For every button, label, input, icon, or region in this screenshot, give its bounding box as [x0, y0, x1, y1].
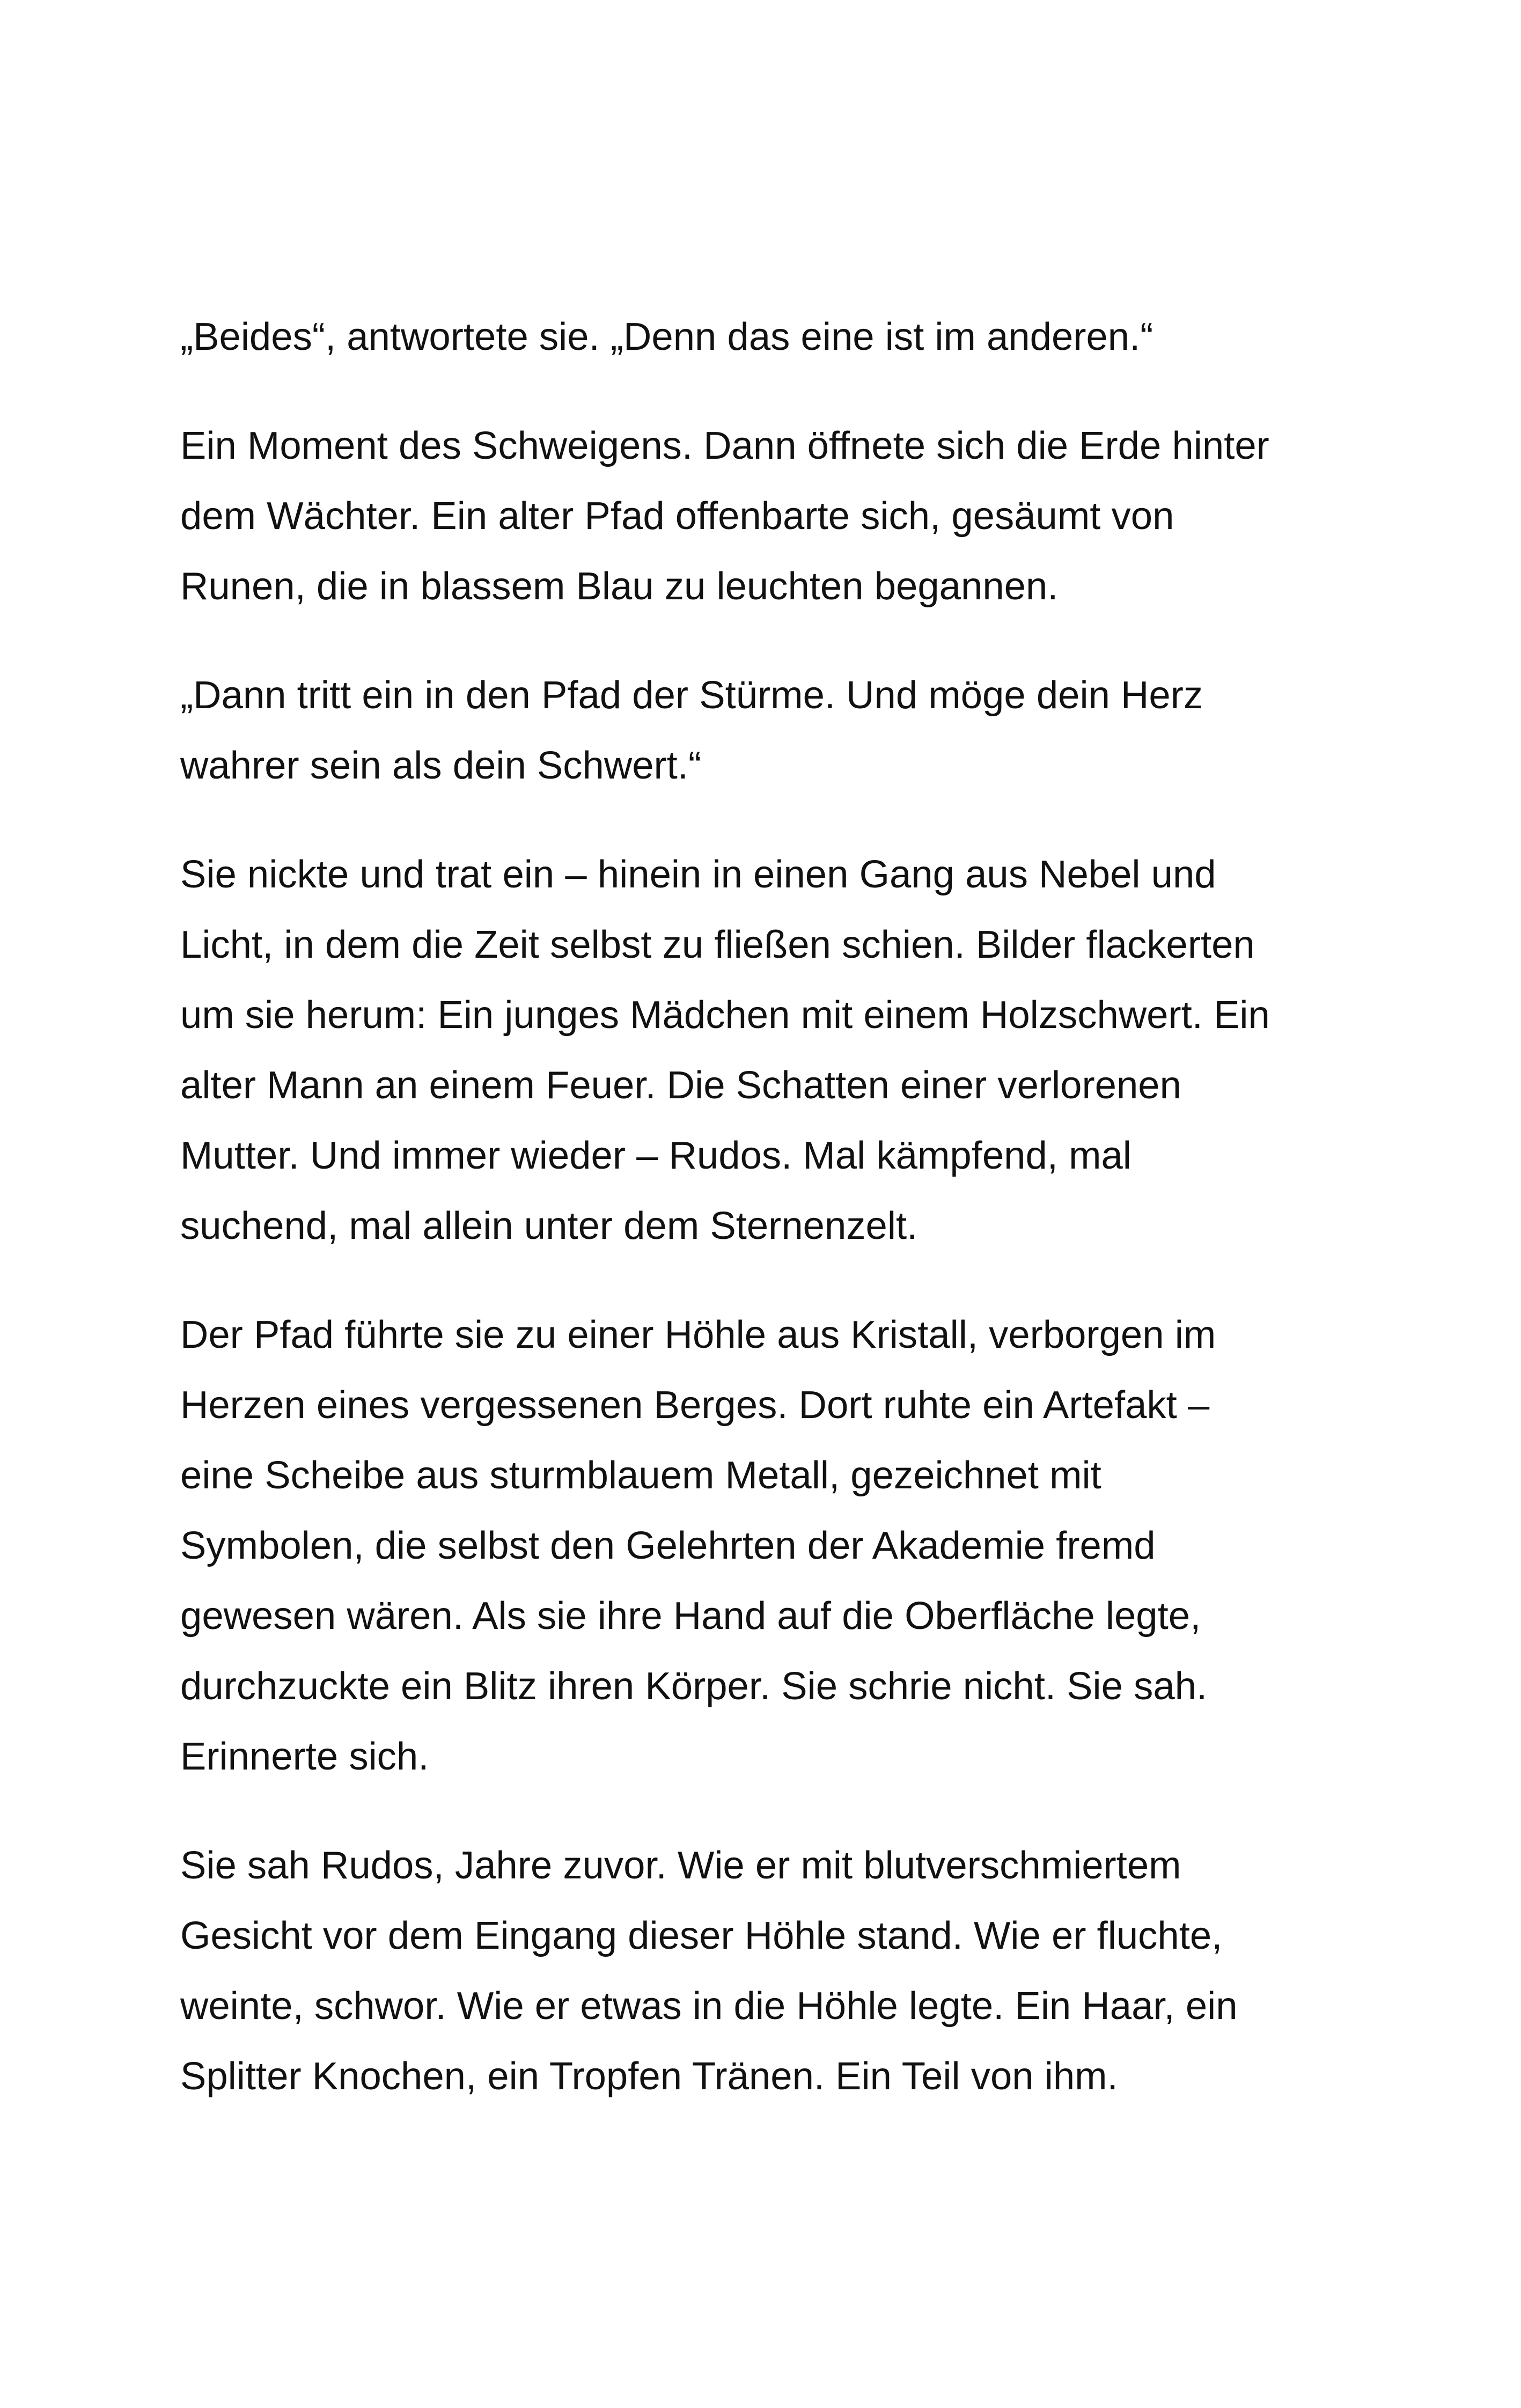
paragraph: Ein Moment des Schweigens. Dann öffnete sich die Erde hinter dem Wächter. Ein alter Pfad offenbarte sich, gesäumt von Runen, die in blassem Blau zu leuchten begannen.: [180, 424, 1269, 608]
body-text: [180, 302, 1350, 2150]
paragraph: „Beides“, antwortete sie. „Denn das eine ist im anderen.“: [180, 315, 1153, 358]
paragraph: Der Pfad führte sie zu einer Höhle aus Kristall, verborgen im Herzen eines vergessenen Berges. Dort ruhte ein Artefakt – eine Scheibe aus sturmblauem Metall, gezeichnet mit Symbolen, die selbst den Gelehrten der Akademie fremd gewesen wären. Als sie ihre Hand auf die Oberfläche legte, durchzuckte ein Blitz ihren Körper. Sie schrie nicht. Sie sah. Erinnerte sich.: [180, 1313, 1216, 1778]
paragraph: „Dann tritt ein in den Pfad der Stürme. Und möge dein Herz wahrer sein als dein Schwert.“: [180, 673, 1203, 787]
paragraph: Sie sah Rudos, Jahre zuvor. Wie er mit blutverschmiertem Gesicht vor dem Eingang dieser Höhle stand. Wie er fluchte, weinte, schwor. Wie er etwas in die Höhle legte. Ein Haar, ein Splitter Knochen, ein Tropfen Tränen. Ein Teil von ihm.: [180, 1844, 1238, 2098]
paragraph: Sie nickte und trat ein – hinein in einen Gang aus Nebel und Licht, in dem die Zeit selbst zu fließen schien. Bilder flackerten um sie herum: Ein junges Mädchen mit einem Holzschwert. Ein alter Mann an einem Feuer. Die Schatten einer verlorenen Mutter. Und immer wieder – Rudos. Mal kämpfend, mal suchend, mal allein unter dem Sternenzelt.: [180, 853, 1270, 1247]
